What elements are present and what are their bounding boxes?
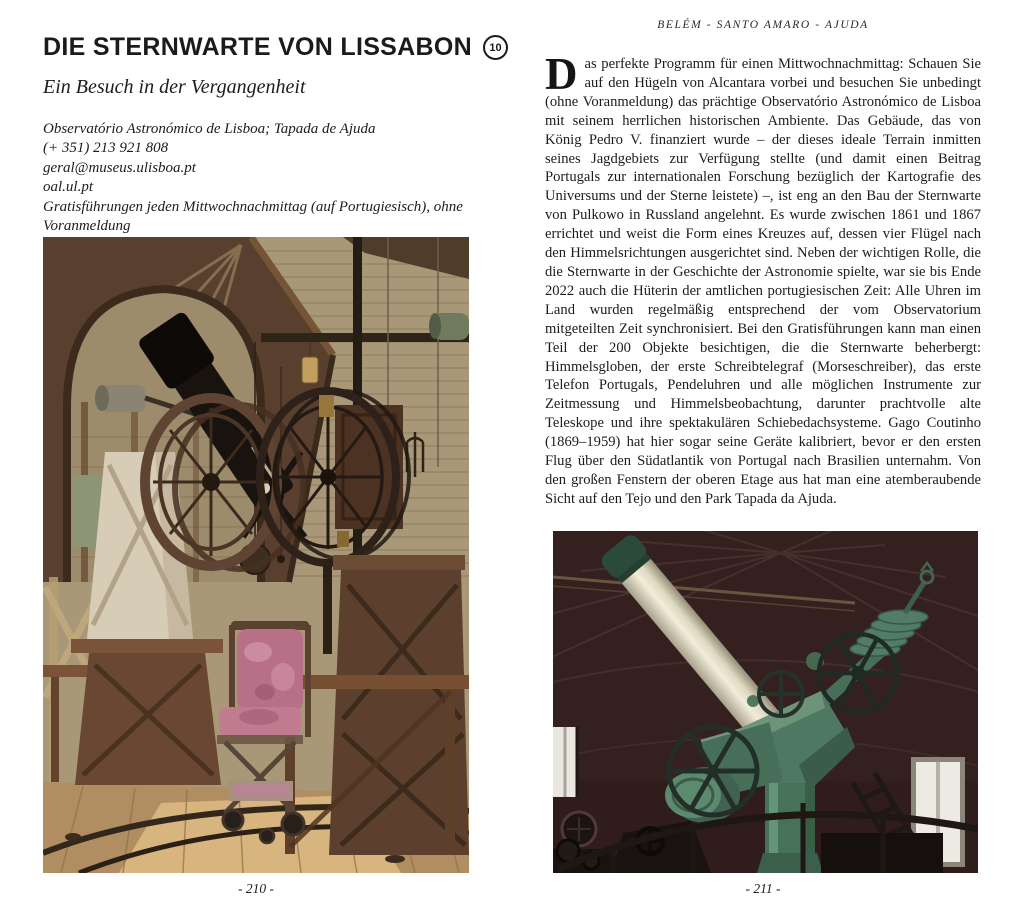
- info-phone: (+ 351) 213 921 808: [43, 140, 169, 157]
- running-header: BELÉM - SANTO AMARO - AJUDA: [657, 19, 869, 31]
- page-number-right: - 211 -: [745, 881, 781, 896]
- chapter-number-badge: [483, 35, 508, 60]
- info-tours-note: Gratisführungen jeden Mittwochnachmittag (auf Portugiesisch), ohne Voranmeldung: [43, 198, 463, 235]
- practical-info-block: [43, 120, 475, 236]
- telescope-pier: [757, 783, 823, 873]
- info-address: Observatório Astronómico de Lisboa; Tapada de Ajuda: [43, 121, 376, 137]
- body-text: as perfekte Programm für einen Mittwochnachmittag: Schauen Sie auf den Hügeln von Alcantara vorbei und besuchen Sie unbedingt (ohne Voranmeldung) das prächtige Observatório Astronómico de Lisboa mit seinem herrlichen historischen Ambiente. Das Gebäude, das von König Pedro V. finanziert wurde – der dieses ideale Terrain inmitten seines Jagdgebiets zur Verfügung stellte (und damit einen Beitrag Portugals zur internationalen Forschung bezüglich der Kartografie des Universums und der Sterne leistete) –, ist eng an den Bau der Sternwarte von Pulkowo in Russland angelehnt. Es wurde zwischen 1861 und 1867 errichtet und weist die Form eines Kreuzes auf, dessen vier Flügel nach den Himmelsrichtungen ausgerichtet sind. Neben der wichtigen Rolle, die die Sternwarte in der Geschichte der Astronomie spielte, war sie bis Ende 2022 auch die Hüterin der amtlichen portugiesischen Zeit: Alle Uhren im Land wurden regelmäßig entsprechend der vom Observatorium mitgeteilten Zeit synchronisiert. Bei den Gratisführungen kann man einen Teil der 200 Objekte besichtigen, die die Sternwarte beherbergt: Himmelsgloben, der erste Schreibtelegraf (Morseschreiber), das erste Telefon Portugals, Pendeluhren und alle möglichen Instrumente zur Zeitmessung und Himmelsbeobachtung, darunter prachtvolle alte Teleskope und ihre spektakulären Schiebedachsysteme. Gago Coutinho (1869–1959) hat hier sogar seine Geräte kalibriert, bevor er den ersten Flug über den Südatlantik von Portugal nach Brasilien unternahm. Von den großen Fenstern der oberen Etage aus hat man eine atemberaubende Sicht auf den Tejo und den Park Tapada da Ajuda.: [545, 56, 981, 507]
- chapter-number: 10: [489, 41, 502, 54]
- page-title: DIE STERNWARTE VON LISSABON: [43, 33, 472, 61]
- chapter-title-row: [43, 33, 508, 62]
- info-email: geral@museus.ulisboa.pt: [43, 159, 196, 176]
- page-number-left: - 210 -: [238, 881, 274, 896]
- subtitle: Ein Besuch in der Vergangenheit: [43, 76, 306, 98]
- info-website: oal.ul.pt: [43, 179, 94, 196]
- body-paragraph: [545, 49, 981, 509]
- dome-telescope-photo: [553, 531, 978, 873]
- drop-cap: D: [545, 49, 578, 99]
- dome-window-left: [553, 727, 577, 797]
- observatory-interior-photo: [43, 237, 469, 873]
